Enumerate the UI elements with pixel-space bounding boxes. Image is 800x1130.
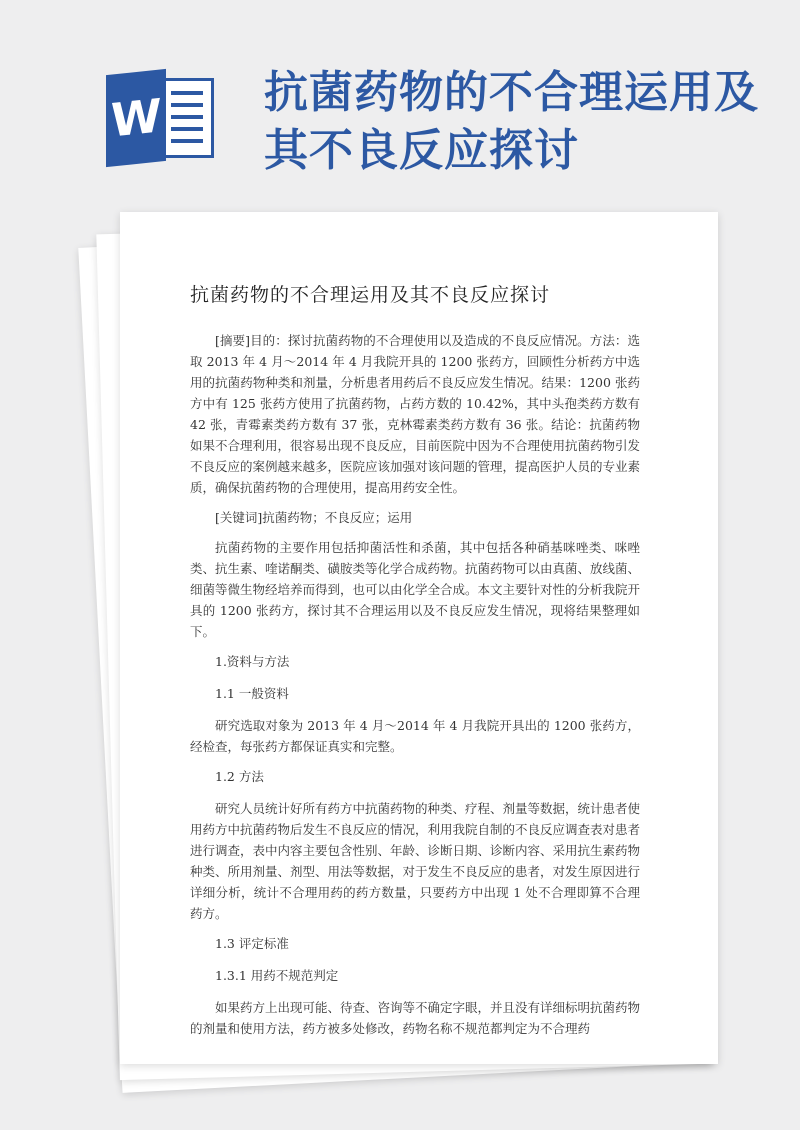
subsection-heading: 1.1 一般资料 [215,686,289,701]
word-badge: W [106,69,166,167]
document-title: 抗菌药物的不合理运用及其不良反应探讨 [190,284,551,306]
page-title: 抗菌药物的不合理运用及其不良反应探讨 [264,67,759,176]
body-paragraph: 研究选取对象为 2013 年 4 月～2014 年 4 月我院开具出的 1200 张药方，经检查，每张药方都保证真实和完整。 [190,718,640,754]
section-heading: 1.资料与方法 [215,654,290,669]
body-paragraph-truncated: 如果药方上出现可能、待查、咨询等不确定字眼，并且没有详细标明抗菌药物的剂量和使用方法，药方被多处修改，药物名称不规范都判定为不合理药 [190,1000,640,1036]
word-document-icon [106,72,218,164]
body-paragraph: 研究人员统计好所有药方中抗菌药物的种类、疗程、剂量等数据，统计患者使用药方中抗菌药物后发生不良反应的情况，利用我院自制的不良反应调查表对患者进行调查，表中内容主要包含性别、年龄、诊断日期、诊断内容、采用抗生素药物种类、所用剂量、剂型、用法等数据，对于发生不良反应的患者，对发生原因进行详细分析，统计不合理用药的药方数量，只要药方中出现 1 处不合理即算不合理药方。 [190,801,641,921]
abstract-paragraph: [摘要]目的：探讨抗菌药物的不合理使用以及造成的不良反应情况。方法：选取 2013 年 4 月～2014 年 4 月我院开具的 1200 张药方，回顾性分析药方中选用的抗菌药物种类和剂量，分析患者用药后不良反应发生情况。结果：1200 张药方中有 125 张药方使用了抗菌药物，占药方数的 10.42%，其中头孢类药方数有 42 张，青霉素类药方数有 37 张，克林霉素类药方数有 36 张。结论：抗菌药物如果不合理利用，很容易出现不良反应，目前医院中因为不合理使用抗菌药物引发不良反应的案例越来越多，医院应该加强对该问题的管理，提高医护人员的专业素质，确保抗菌药物的合理使用，提高用药安全性。 [190,333,641,495]
intro-paragraph: 抗菌药物的主要作用包括抑菌活性和杀菌，其中包括各种硝基咪唑类、咪唑类、抗生素、喹诺酮类、磺胺类等化学合成药物。抗菌药物可以由真菌、放线菌、细菌等微生物经培养而得到，也可以由化学全合成。本文主要针对性的分析我院开具的 1200 张药方，探讨其不合理运用以及不良反应发生情况，现将结果整理如下。 [190,540,641,639]
subsubsection-heading: 1.3.1 用药不规范判定 [215,968,339,983]
subsection-heading: 1.2 方法 [215,769,264,784]
keywords-paragraph: [关键词]抗菌药物；不良反应；运用 [215,510,413,525]
document-body [190,282,640,1039]
subsection-heading: 1.3 评定标准 [215,936,289,951]
